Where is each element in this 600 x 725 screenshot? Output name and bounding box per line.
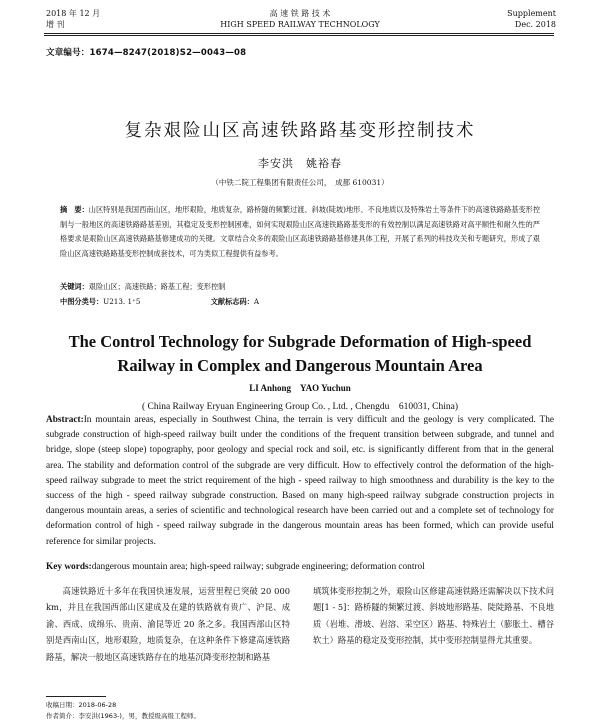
header-rule-thin bbox=[44, 35, 554, 36]
keywords-en-text: dangerous mountain area; high-speed railway; subgrade engineering; deformation control bbox=[91, 562, 425, 572]
affiliation-cn: （中铁二院工程集团有限责任公司， 成都 610031） bbox=[211, 178, 389, 187]
header-rule bbox=[44, 33, 554, 34]
authors-cn: 李安洪 姚裕春 bbox=[258, 157, 342, 170]
keywords-cn-text: 艰险山区；高速铁路；路基工程；变形控制 bbox=[88, 282, 226, 291]
clc bbox=[60, 297, 174, 306]
affiliation-en: ( China Railway Eryuan Engineering Group Co. , Ltd. , Chengdu 610031, China) bbox=[141, 402, 459, 412]
footnote-received: 收稿日期：2018-06-28 bbox=[46, 701, 117, 709]
doc-code-label: 文献标志码： bbox=[210, 297, 254, 306]
classification-cn bbox=[60, 297, 540, 307]
header-issue: 增 刊 bbox=[46, 20, 65, 29]
journal-name-cn: 高 速 铁 路 技 术 bbox=[269, 9, 331, 18]
keywords-en-label: Key words: bbox=[46, 562, 92, 572]
keywords-cn bbox=[60, 282, 540, 292]
abstract-en-text: In mountain areas, especially in Southwest China, the terrain is very difficult and the geology is very complicated. The subgrade construction of high-speed railway built under the conditions of the frequent transition between subgrade, and tunnel and bridge, slope (steep slope) topography, poor geology and special rock and soil, etc. is significantly different from that in the general area. The stability and deformation control of the subgrade are very difficult. How to effectively control the deformation of the high-speed railway subgrade to meet the strict requirement of the high - speed railway to high smoothness and durability is the key to the success of the high - speed railway subgrade construction. Based on many high-speed railway subgrade construction projects in dangerous mountain areas, a series of scientific and technological research have been carried out and a complete set of technology for deformation control of high - speed railway subgrade in the dangerous mountain areas has been formed, which can provide useful reference for similar projects. bbox=[46, 415, 554, 547]
abstract-en bbox=[46, 413, 554, 550]
page-title-cn: 复杂艰险山区高速铁路路基变形控制技术 bbox=[124, 121, 476, 141]
footnote-rule bbox=[46, 696, 106, 697]
header-date-en: Dec. 2018 bbox=[514, 20, 556, 29]
journal-name-en: HIGH SPEED RAILWAY TECHNOLOGY bbox=[220, 20, 380, 29]
clc-label: 中图分类号： bbox=[60, 297, 104, 306]
abstract-cn-label: 摘 要： bbox=[60, 205, 89, 214]
clc-value: U213. 1⁺5 bbox=[103, 297, 141, 306]
doc-code bbox=[211, 297, 293, 306]
footnote-author: 作者简介：李安洪(1963-)，男，教授级高级工程师。 bbox=[46, 712, 200, 720]
abstract-en-label: Abstract: bbox=[46, 415, 84, 425]
body-column-right: 填筑体变形控制之外，艰险山区修建高速铁路还需解决以下技术问题[1 - 5]：路桥隧的频繁过渡、斜坡地形路基、陡陡路基、不良地质（岩堆、滑坡、岩溶、采空区）路基、特殊岩土（膨胀土、槽谷软土）路基的稳定及变形控制，其中变形控制显得尤其重要。 bbox=[313, 586, 554, 646]
authors-en: LI Anhong YAO Yuchun bbox=[249, 383, 351, 393]
doc-code-value: A bbox=[253, 297, 260, 306]
title-en-line2: Railway in Complex and Dangerous Mountain Area bbox=[117, 356, 483, 375]
header-date: 2018 年 12 月 bbox=[46, 9, 101, 18]
page-title-en bbox=[0, 330, 600, 378]
keywords-en bbox=[46, 562, 554, 572]
title-en-line1: The Control Technology for Subgrade Deformation of High-speed bbox=[68, 332, 532, 351]
body-column-left: 高速铁路近十多年在我国快速发展，运营里程已突破 20 000 km，并且在我国西部山区建成及在建的铁路就有贵广、沪昆、成渝、西成、成绵乐、贵南、渝昆等近 20 条之多。我国西部山区特别是西南山区，地形艰险，地质复杂，在这种条件下修建高速铁路路基，解决一般地区高速铁路存在的地基沉降变形控制和路基 bbox=[46, 586, 290, 662]
abstract-cn-text: 山区特别是我国西南山区，地形艰险，地质复杂，路桥隧的频繁过渡、斜坡(陡坡)地形、不良地质以及特殊岩土等条件下的高速铁路路基变形控制与一般地区的高速铁路路基差别，其稳定及变形控制困难，如何实现艰险山区高速铁路路基变形的有效控制以满足高速铁路对高平顺性和耐久性的严格要求是艰险山区高速铁路路基修建成功的关键。文章结合众多的艰险山区高速铁路路基修建具体工程，开展了系列的科技攻关和专题研究，形成了艰险山区高速铁路路基变形控制成套技术，可为类似工程提供有益参考。 bbox=[60, 205, 541, 258]
abstract-cn bbox=[60, 203, 540, 261]
article-number: 文章编号：1674—8247(2018)S2—0043—08 bbox=[46, 48, 247, 58]
header-right bbox=[507, 8, 556, 30]
keywords-cn-label: 关键词： bbox=[60, 282, 89, 291]
header-supplement: Supplement bbox=[507, 9, 556, 18]
